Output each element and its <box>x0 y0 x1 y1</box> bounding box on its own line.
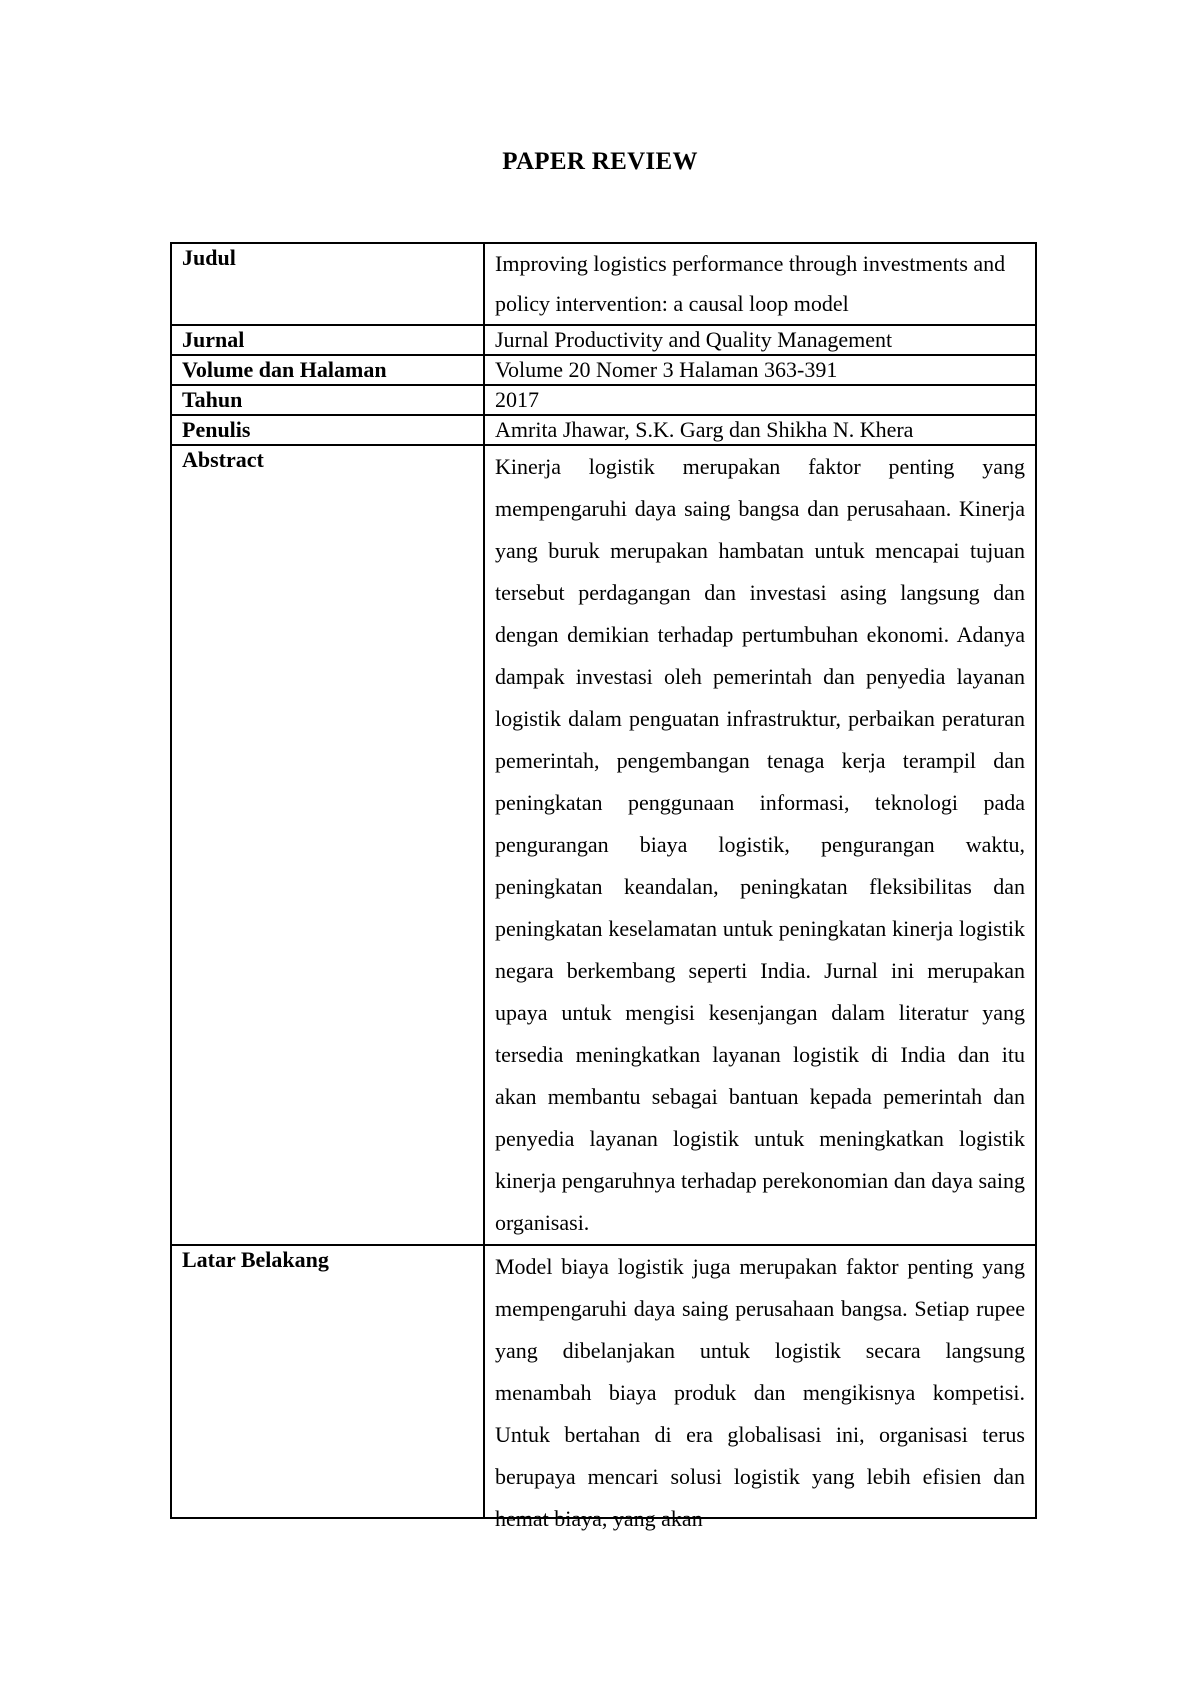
row-label-abstract: Abstract <box>171 445 484 1245</box>
row-label-volume: Volume dan Halaman <box>171 355 484 385</box>
row-value-latar-belakang: Model biaya logistik juga merupakan faktor penting yang mempengaruhi daya saing perusahaan bangsa. Setiap rupee yang dibelanjakan untuk logistik secara langsung menambah biaya produk dan mengikisnya kompetisi. Untuk bertahan di era globalisasi ini, organisasi terus berupaya mencari solusi logistik yang lebih efisien dan hemat biaya, yang akan <box>495 1254 1025 1531</box>
table-row-penulis <box>171 415 1036 445</box>
row-value-volume: Volume 20 Nomer 3 Halaman 363-391 <box>484 355 1036 385</box>
row-label-penulis: Penulis <box>171 415 484 445</box>
table-row-abstract <box>171 445 1036 1245</box>
row-label-jurnal: Jurnal <box>171 325 484 355</box>
table-row-tahun <box>171 385 1036 415</box>
page-title: PAPER REVIEW <box>502 148 698 175</box>
table-row-judul <box>171 243 1036 325</box>
table-row-jurnal <box>171 325 1036 355</box>
row-label-judul: Judul <box>171 243 484 325</box>
row-value-tahun: 2017 <box>484 385 1036 415</box>
row-value-penulis: Amrita Jhawar, S.K. Garg dan Shikha N. Khera <box>484 415 1036 445</box>
review-table <box>170 242 1037 1531</box>
row-value-jurnal: Jurnal Productivity and Quality Management <box>484 325 1036 355</box>
row-value-latar-belakang-cell <box>484 1245 1036 1531</box>
row-value-judul: Improving logistics performance through investments and policy intervention: a causal loop model <box>484 243 1036 325</box>
row-label-latar-belakang: Latar Belakang <box>171 1245 484 1518</box>
table-row-volume <box>171 355 1036 385</box>
row-value-abstract: Kinerja logistik merupakan faktor penting yang mempengaruhi daya saing bangsa dan perusahaan. Kinerja yang buruk merupakan hambatan untuk mencapai tujuan tersebut perdagangan dan investasi asing langsung dan dengan demikian terhadap pertumbuhan ekonomi. Adanya dampak investasi oleh pemerintah dan penyedia layanan logistik dalam penguatan infrastruktur, perbaikan peraturan pemerintah, pengembangan tenaga kerja terampil dan peningkatan penggunaan informasi, teknologi pada pengurangan biaya logistik, pengurangan waktu, peningkatan keandalan, peningkatan fleksibilitas dan peningkatan keselamatan untuk peningkatan kinerja logistik negara berkembang seperti India. Jurnal ini merupakan upaya untuk mengisi kesenjangan dalam literatur yang tersedia meningkatkan layanan logistik di India dan itu akan membantu sebagai bantuan kepada pemerintah dan penyedia layanan logistik untuk meningkatkan logistik kinerja pengaruhnya terhadap perekonomian dan daya saing organisasi. <box>484 445 1036 1245</box>
table-row-latar-belakang <box>171 1245 1036 1518</box>
row-label-tahun: Tahun <box>171 385 484 415</box>
